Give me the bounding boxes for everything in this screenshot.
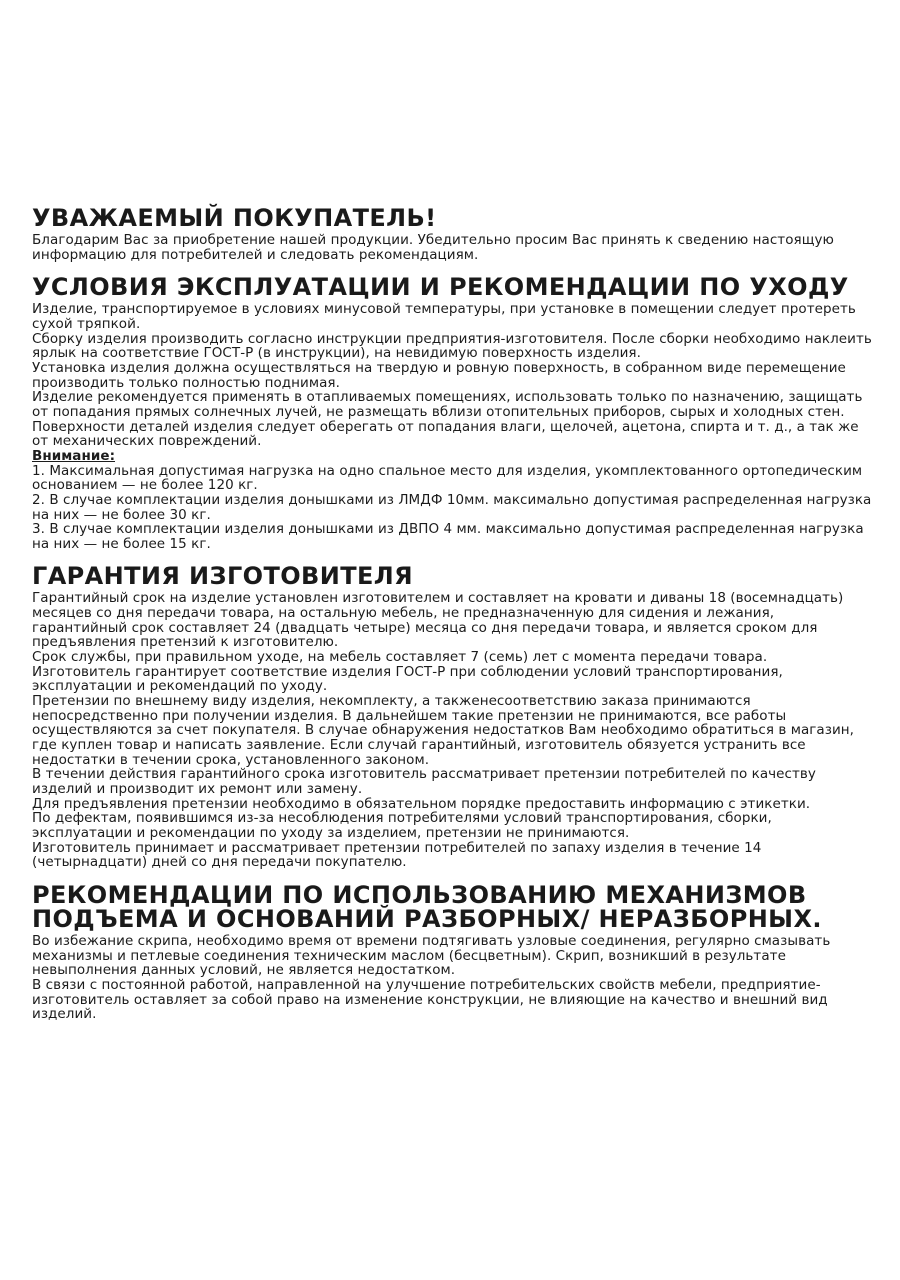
paragraph: Изготовитель гарантирует соответствие изделия ГОСТ-Р при соблюдении условий транспортирования, эксплуатации и рекомендаций по уходу. xyxy=(32,663,783,695)
paragraph: В связи с постоянной работой, направленной на улучшение потребительских свойств мебели, предприятие-изготовитель оставляет за собой право на изменение конструкции, не влияющие на качество и внешний вид изделий. xyxy=(32,976,828,1023)
paragraph: Изделие рекомендуется применять в отапливаемых помещениях, использовать только по назначению, защищать от попадания прямых солнечных лучей, не размещать вблизи отопительных приборов, сырых и холодных стен. xyxy=(32,389,863,420)
heading-dear-customer: УВАЖАЕМЫЙ ПОКУПАТЕЛЬ! xyxy=(32,204,437,232)
section-greeting xyxy=(32,206,872,262)
attention-label: Внимание: xyxy=(32,447,116,464)
section-warranty xyxy=(32,564,872,869)
attention-item: 1. Максимальная допустимая нагрузка на одно спальное место для изделия, укомплектованного ортопедическим основанием — не более 120 кг. xyxy=(32,462,863,494)
section-lift-mechanisms xyxy=(32,880,872,1023)
section-usage-conditions xyxy=(32,275,872,551)
attention-item: 3. В случае комплектации изделия донышками из ДВПО 4 мм. максимально допустимая распределенная нагрузка на них — не более 15 кг. xyxy=(32,521,864,552)
paragraph: Претензии по внешнему виду изделия, некомплекту, а такженесоответствию заказа принимаются непосредственно при получении изделия. В дальнейшем такие претензии не принимаются, все работы осуществляются за счет покупателя. В случае обнаружения недостатков Вам необходимо обратиться в магазин, где куплен товар и написать заявление. Если случай гарантийный, изготовитель обязуется устранить все недостатки в течении срока, установленного законом. xyxy=(32,693,855,768)
paragraph: Во избежание скрипа, необходимо время от времени подтягивать узловые соединения, регулярно смазывать механизмы и петлевые соединения техническим маслом (бесцветным). Скрип, возникший в результате невыполнения данных условий, не является недостатком. xyxy=(32,932,831,979)
heading-warranty: ГАРАНТИЯ ИЗГОТОВИТЕЛЯ xyxy=(32,562,413,591)
paragraph: Благодарим Вас за приобретение нашей продукции. Убедительно просим Вас принять к сведению настоящую информацию для потребителей и следовать рекомендациям. xyxy=(32,232,834,263)
paragraph: Срок службы, при правильном уходе, на мебель составляет 7 (семь) лет с момента передачи товара. xyxy=(32,649,768,666)
paragraph: Установка изделия должна осуществляться на твердую и ровную поверхность, в собранном виде перемещение производить только полностью поднимая. xyxy=(32,359,846,391)
paragraph: Для предъявления претензии необходимо в обязательном порядке предоставить информацию с этикетки. xyxy=(32,795,811,812)
paragraph: Гарантийный срок на изделие установлен изготовителем и составляет на кровати и диваны 18 (восемнадцать) месяцев со дня передачи товара, на остальную мебель, не предназначенную для сидения и лежания, гарантийный срок составляет 24 (двадцать четыре) месяца со дня передачи товара, и является сроком для предъявления претензий к изготовителю. xyxy=(32,590,844,651)
paragraph: Сборку изделия производить согласно инструкции предприятия-изготовителя. После сборки необходимо наклеить ярлык на соответствие ГОСТ-Р (в инструкции), на невидимую поверхность изделия. xyxy=(32,330,872,362)
paragraph: В течении действия гарантийного срока изготовитель рассматривает претензии потребителей по качеству изделий и производит их ремонт или замену. xyxy=(32,766,816,797)
paragraph: Изделие, транспортируемое в условиях минусовой температуры, при установке в помещении следует протереть сухой тряпкой. xyxy=(32,301,856,332)
paragraph: Изготовитель принимает и рассматривает претензии потребителей по запаху изделия в течение 14 (четырнадцати) дней со дня передачи покупателю. xyxy=(32,839,762,871)
paragraph: По дефектам, появившимся из-за несоблюдения потребителями условий транспортирования, сборки, эксплуатации и рекомендации по уходу за изделием, претензии не принимаются. xyxy=(32,810,772,841)
paragraph: Поверхности деталей изделия следует оберегать от попадания влаги, щелочей, ацетона, спирта и т. д., а так же от механических повреждений. xyxy=(32,418,859,450)
heading-usage-conditions: УСЛОВИЯ ЭКСПЛУАТАЦИИ И РЕКОМЕНДАЦИИ ПО УХОДУ xyxy=(32,273,849,302)
attention-item: 2. В случае комплектации изделия донышками из ЛМДФ 10мм. максимально допустимая распределенная нагрузка на них — не более 30 кг. xyxy=(32,491,872,523)
heading-lift-mechanisms: РЕКОМЕНДАЦИИ ПО ИСПОЛЬЗОВАНИЮ МЕХАНИЗМОВ ПОДЪЕМА И ОСНОВАНИЙ РАЗБОРНЫХ/ НЕРАЗБОРНЫХ. xyxy=(32,880,822,933)
